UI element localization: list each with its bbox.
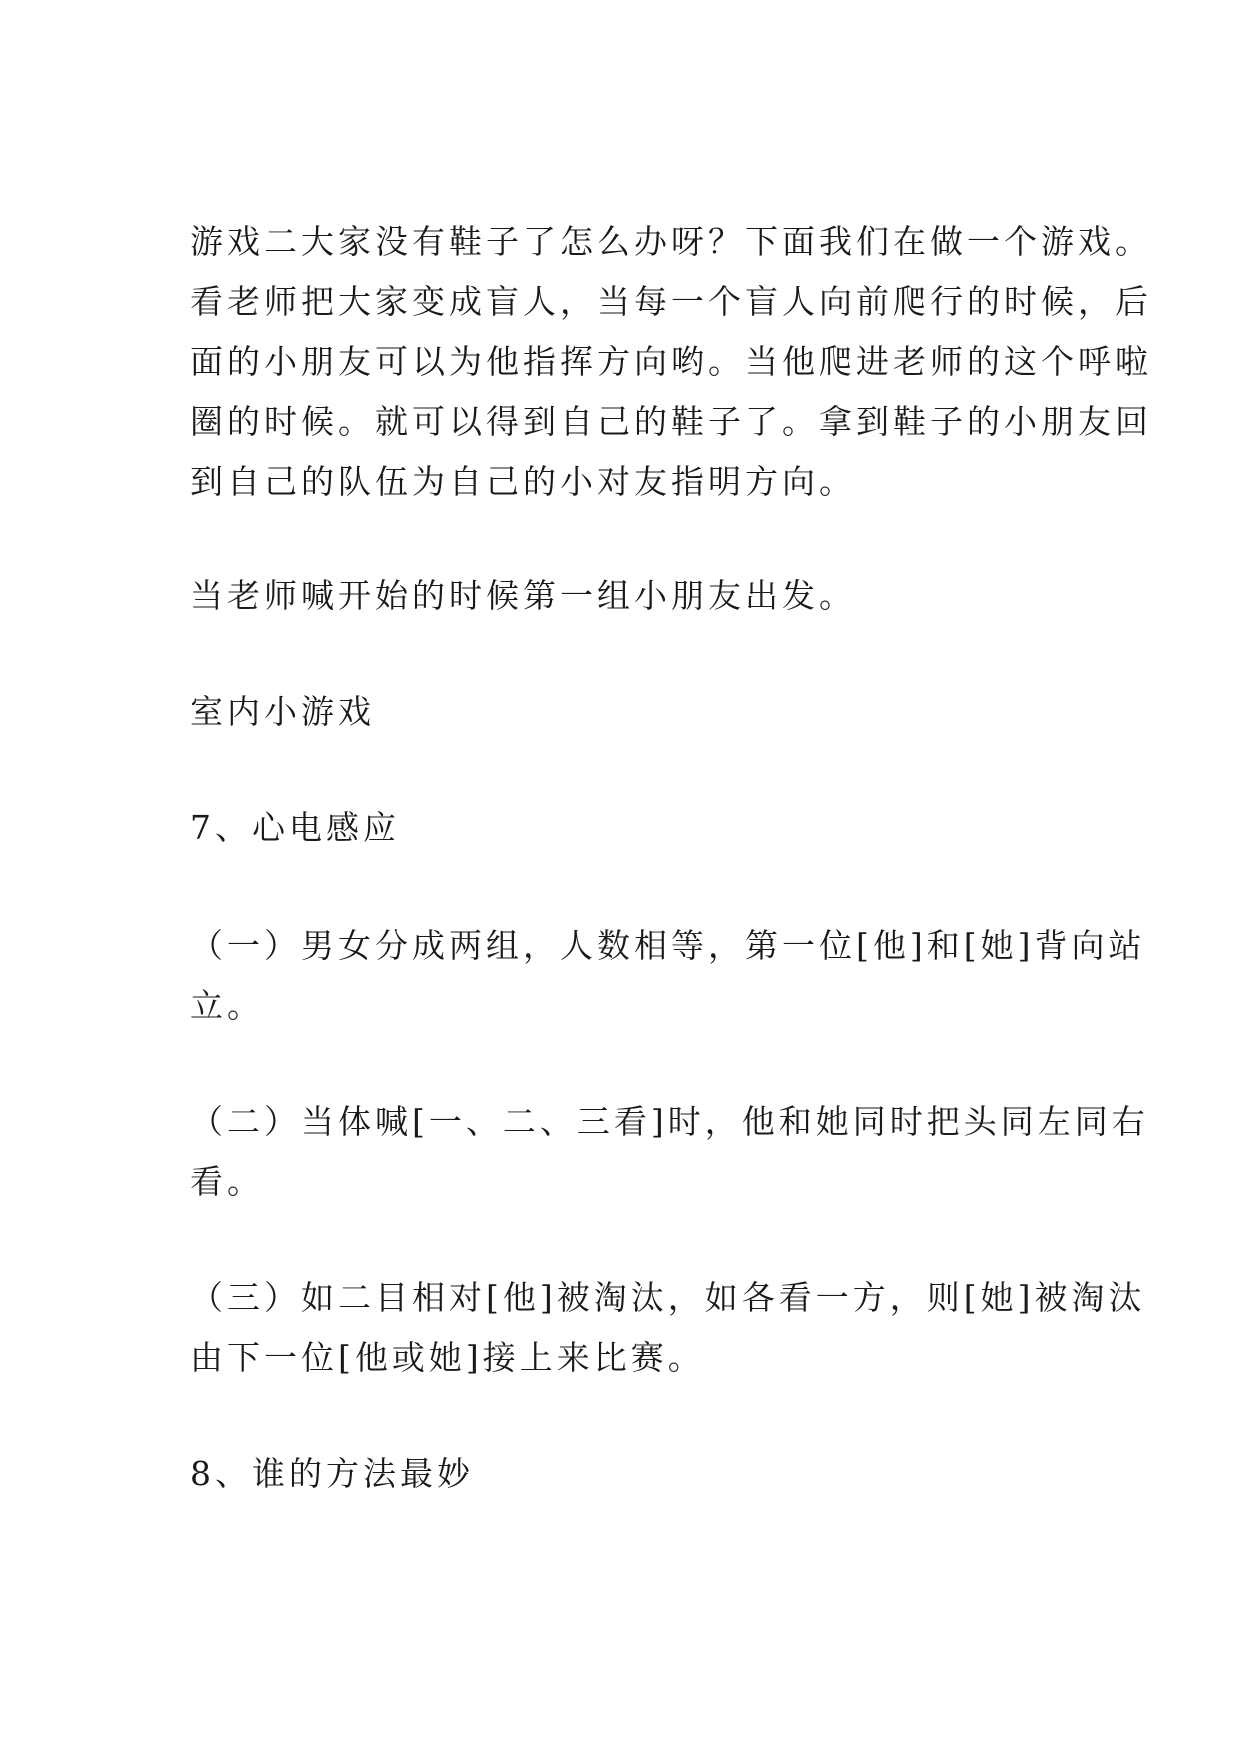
heading-text: 8、谁的方法最妙 bbox=[190, 1454, 474, 1493]
text-line: 圈的时候。就可以得到自己的鞋子了。拿到鞋子的小朋友回 bbox=[190, 402, 1152, 441]
text-line: （一）男女分成两组，人数相等，第一位[他]和[她]背向站 bbox=[190, 926, 1146, 965]
paragraph-game-two bbox=[190, 212, 1152, 512]
section-heading-indoor-games bbox=[190, 682, 1070, 742]
text-line: 立。 bbox=[190, 986, 264, 1025]
text-line: 面的小朋友可以为他指挥方向哟。当他爬进老师的这个呼啦 bbox=[190, 342, 1152, 381]
text-line: 由下一位[他或她]接上来比赛。 bbox=[190, 1338, 705, 1377]
text-line: （二）当体喊[一、二、三看]时，他和她同时把头同左同右 bbox=[190, 1102, 1149, 1141]
rule-1 bbox=[190, 916, 1146, 1036]
item-heading-7 bbox=[190, 798, 1070, 858]
heading-text: 室内小游戏 bbox=[190, 692, 375, 731]
text-line: 看。 bbox=[190, 1162, 264, 1201]
rule-2 bbox=[190, 1092, 1149, 1212]
text-line: 游戏二大家没有鞋子了怎么办呀？下面我们在做一个游戏。 bbox=[190, 222, 1152, 261]
text-line: 到自己的队伍为自己的小对友指明方向。 bbox=[190, 462, 856, 501]
paragraph-start-note bbox=[190, 566, 1070, 626]
rule-3 bbox=[190, 1268, 1146, 1388]
heading-text: 7、心电感应 bbox=[190, 808, 400, 847]
text-line: （三）如二目相对[他]被淘汰，如各看一方，则[她]被淘汰 bbox=[190, 1278, 1146, 1317]
text-line: 当老师喊开始的时候第一组小朋友出发。 bbox=[190, 576, 856, 615]
text-line: 看老师把大家变成盲人，当每一个盲人向前爬行的时候，后 bbox=[190, 282, 1152, 321]
item-heading-8 bbox=[190, 1444, 1070, 1504]
